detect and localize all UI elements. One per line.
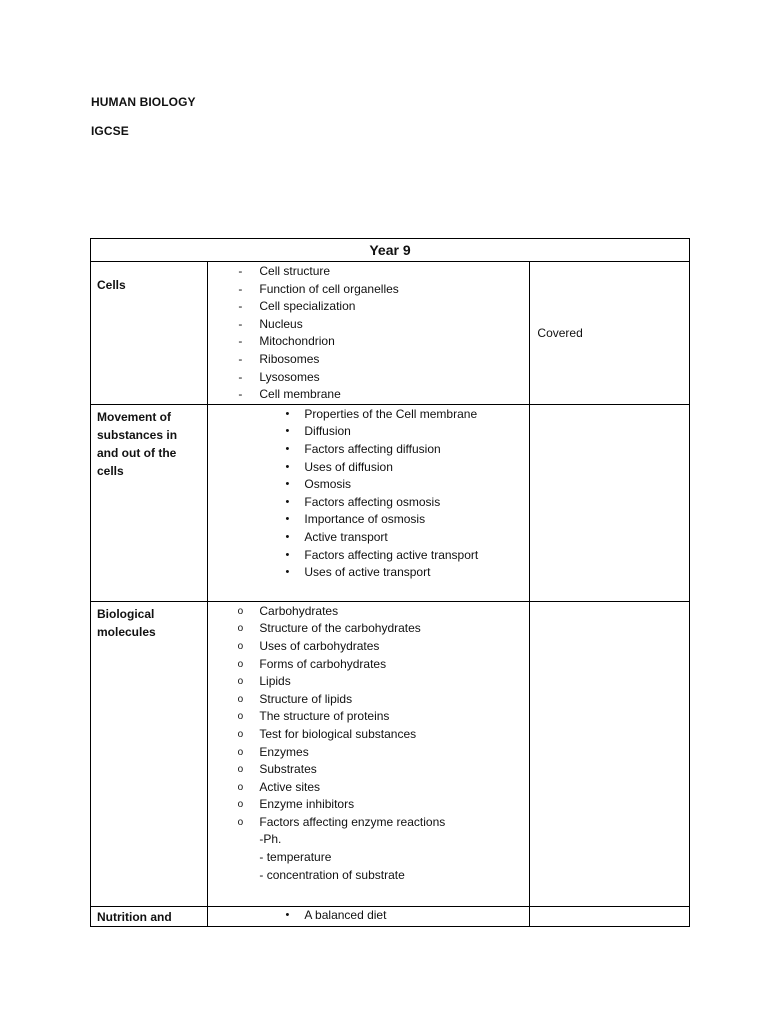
list-item [208, 386, 529, 404]
bullet-marker: - [238, 387, 243, 402]
items-cell [208, 404, 530, 601]
list-item-text: Enzymes [259, 744, 309, 759]
list-item-text: Mitochondrion [259, 334, 335, 349]
list-item-text: A balanced diet [304, 907, 387, 922]
bullet-marker: • [285, 442, 290, 455]
bullet-marker: o [237, 676, 244, 688]
table-row [91, 262, 690, 405]
bullet-marker: - [238, 334, 243, 349]
list-item-text: Factors affecting osmosis [304, 494, 441, 509]
bullet-marker: o [237, 711, 244, 723]
list-item [208, 298, 529, 316]
bullet-marker: o [237, 781, 244, 793]
bullet-marker: • [285, 513, 290, 526]
topic-cell: Nutrition and [91, 906, 208, 926]
list-item [208, 691, 529, 709]
sub-item: -Ph. [259, 832, 282, 847]
bullet-marker: o [237, 816, 244, 828]
list-item [208, 494, 529, 512]
year-header: Year 9 [91, 239, 690, 262]
list-item [208, 441, 529, 459]
items-cell [208, 262, 530, 405]
list-item [208, 423, 529, 441]
topic-cell: Biological molecules [91, 601, 208, 906]
list-item-text: Uses of active transport [304, 565, 431, 580]
syllabus-table [90, 238, 690, 927]
bullet-marker: o [237, 764, 244, 776]
item-list [208, 907, 529, 925]
list-item [208, 406, 529, 424]
status-cell [530, 404, 690, 601]
list-item-text: Importance of osmosis [304, 512, 426, 527]
bullet-marker: o [237, 746, 244, 758]
item-list [208, 405, 529, 582]
list-item [208, 281, 529, 299]
bullet-marker: • [285, 460, 290, 473]
bullet-marker: - [238, 281, 243, 296]
topic-cell: Cells [91, 262, 208, 405]
list-item-text: Osmosis [304, 477, 352, 492]
list-item-text: Forms of carbohydrates [259, 656, 387, 671]
list-item [208, 638, 529, 656]
table-row [91, 601, 690, 906]
bullet-marker: • [285, 425, 290, 438]
bullet-marker: - [238, 351, 243, 366]
bullet-marker: • [285, 548, 290, 561]
bullet-marker: • [285, 478, 290, 491]
list-item [208, 673, 529, 691]
list-item [208, 726, 529, 744]
table-row [91, 906, 690, 926]
list-item-text: The structure of proteins [259, 709, 390, 724]
bullet-marker: - [238, 316, 243, 331]
bullet-marker: - [238, 299, 243, 314]
list-item [208, 796, 529, 814]
items-cell [208, 601, 530, 906]
list-item [208, 656, 529, 674]
list-item-text: Nucleus [259, 316, 303, 331]
list-item [208, 761, 529, 779]
list-item [208, 459, 529, 477]
bullet-marker: o [237, 728, 244, 740]
bullet-marker: o [237, 605, 244, 617]
status-cell: Covered [530, 262, 690, 405]
list-item-text: Lipids [259, 674, 291, 689]
list-item [208, 907, 529, 925]
bullet-marker: o [237, 693, 244, 705]
list-item-text: Ribosomes [259, 351, 320, 366]
list-item [208, 476, 529, 494]
bullet-marker: o [237, 640, 244, 652]
list-item-text: Cell structure [259, 264, 331, 278]
bullet-marker: o [237, 799, 244, 811]
list-item-text: Factors affecting active transport [304, 547, 479, 562]
list-item-text: Active sites [259, 779, 321, 794]
list-item [208, 547, 529, 565]
bullet-marker: - [238, 369, 243, 384]
bullet-marker: - [238, 264, 243, 278]
list-item-text: Cell specialization [259, 299, 356, 314]
items-cell [208, 906, 530, 926]
list-item-text: Properties of the Cell membrane [304, 406, 478, 421]
list-item-text: Function of cell organelles [259, 281, 399, 296]
bullet-marker: o [237, 658, 244, 670]
list-item [208, 564, 529, 582]
item-list [208, 602, 529, 832]
list-item [208, 708, 529, 726]
list-item-text: Factors affecting enzyme reactions [259, 814, 446, 829]
list-item-text: Carbohydrates [259, 603, 339, 618]
status-cell [530, 906, 690, 926]
bullet-marker: o [237, 623, 244, 635]
item-list [208, 262, 529, 404]
sub-item: - temperature [259, 850, 332, 865]
list-item-text: Cell membrane [259, 387, 341, 402]
bullet-marker: • [285, 530, 290, 543]
list-item-text: Factors affecting diffusion [304, 441, 441, 456]
list-item-text: Lysosomes [259, 369, 320, 384]
list-item [208, 529, 529, 547]
list-item-text: Substrates [259, 762, 317, 777]
list-item [208, 333, 529, 351]
bullet-marker: • [285, 566, 290, 579]
list-item [208, 620, 529, 638]
list-item-text: Active transport [304, 529, 388, 544]
list-item-text: Structure of lipids [259, 691, 353, 706]
document-subtitle: IGCSE [91, 124, 129, 138]
table-header-row [91, 239, 690, 262]
topic-cell: Movement of substances in and out of the cells [91, 404, 208, 601]
list-item-text: Test for biological substances [259, 726, 417, 741]
list-item [208, 316, 529, 334]
list-item [208, 511, 529, 529]
list-item-text: Uses of carbohydrates [259, 638, 380, 653]
document-title: HUMAN BIOLOGY [91, 95, 196, 109]
list-item [208, 369, 529, 387]
list-item [208, 263, 529, 281]
list-item-text: Uses of diffusion [304, 459, 393, 474]
list-item-text: Enzyme inhibitors [259, 797, 355, 812]
list-item [208, 779, 529, 797]
status-cell [530, 601, 690, 906]
list-item [208, 814, 529, 832]
list-item-text: Diffusion [304, 424, 351, 439]
sub-item-list [208, 831, 529, 884]
list-item [208, 744, 529, 762]
bullet-marker: • [285, 495, 290, 508]
list-item [208, 603, 529, 621]
bullet-marker: • [285, 407, 290, 420]
list-item-text: Structure of the carbohydrates [259, 621, 421, 636]
bullet-marker: • [285, 908, 290, 921]
list-item [208, 351, 529, 369]
sub-item: - concentration of substrate [259, 867, 405, 882]
table-row [91, 404, 690, 601]
